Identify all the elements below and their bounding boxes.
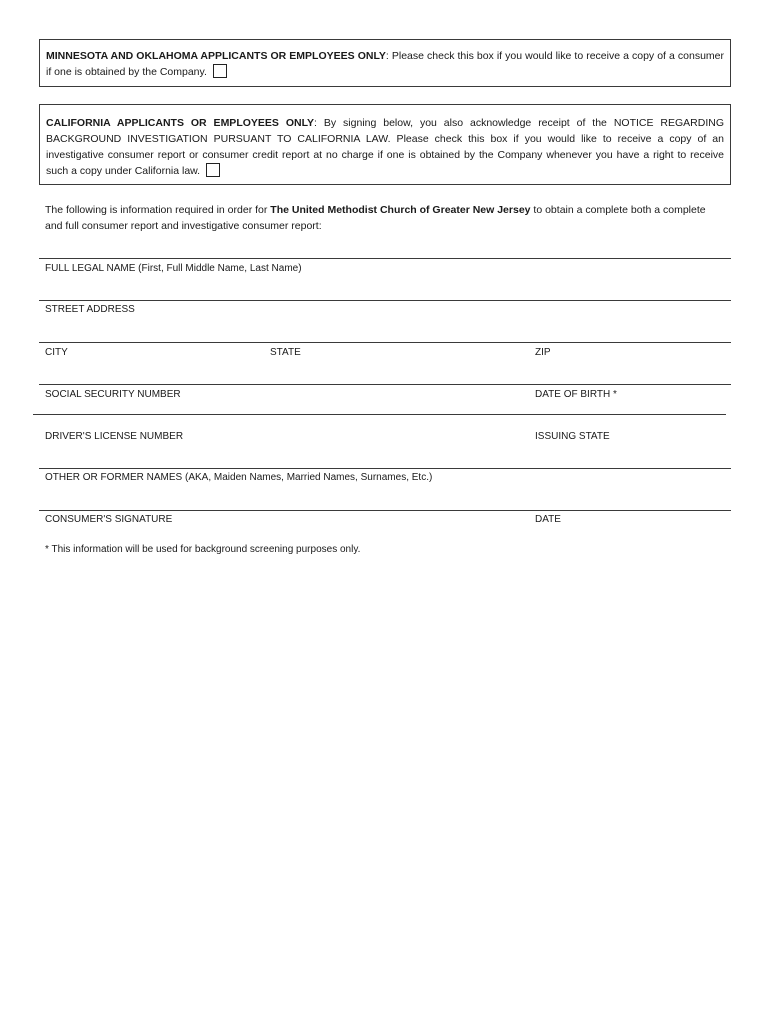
minnesota-oklahoma-checkbox[interactable] [213, 64, 227, 78]
ssn-label: SOCIAL SECURITY NUMBER [45, 389, 181, 400]
divider-line [39, 384, 731, 385]
divider-line [39, 510, 731, 511]
intro-paragraph [45, 202, 725, 234]
city-label: CITY [45, 347, 68, 358]
minnesota-oklahoma-heading: MINNESOTA AND OKLAHOMA APPLICANTS OR EMPLOYEES ONLY [46, 50, 386, 62]
full-name-label: FULL LEGAL NAME (First, Full Middle Name, Last Name) [45, 263, 302, 274]
zip-input[interactable] [535, 364, 725, 380]
divider-line [39, 258, 731, 259]
city-input[interactable] [45, 364, 260, 380]
dob-input[interactable] [625, 386, 725, 402]
divider-line [39, 468, 731, 469]
drivers-license-input[interactable] [45, 448, 515, 464]
california-checkbox[interactable] [206, 163, 220, 177]
signature-label: CONSUMER'S SIGNATURE [45, 514, 173, 525]
drivers-license-label: DRIVER'S LICENSE NUMBER [45, 431, 184, 442]
minnesota-oklahoma-notice [39, 39, 731, 87]
intro-text-before: The following is information required in order for [45, 204, 271, 216]
footnote: * This information will be used for background screening purposes only. [45, 544, 361, 555]
street-address-input[interactable] [45, 322, 725, 338]
dob-label: DATE OF BIRTH * [535, 389, 617, 400]
state-input[interactable] [270, 364, 525, 380]
divider-line [39, 342, 731, 343]
intro-text-after: to obtain a complete both a complete and full consumer report and investigative consumer report: [45, 204, 706, 232]
issuing-state-input[interactable] [535, 448, 725, 464]
california-text: : By signing below, you also acknowledge receipt of the NOTICE REGARDING BACKGROUND INVESTIGATION PURSUANT TO CALIFORNIA LAW. Please check this box if you would like to receive a copy of an investigative consumer report or consumer credit report at no charge if one is obtained by the Company whenever you have a right to receive such a copy under California law. [46, 117, 724, 177]
signature-input[interactable] [180, 512, 520, 528]
street-address-label: STREET ADDRESS [45, 304, 135, 315]
other-names-label: OTHER OR FORMER NAMES (AKA, Maiden Names, Married Names, Surnames, Etc.) [45, 472, 433, 483]
divider-line [39, 300, 731, 301]
other-names-input[interactable] [45, 490, 725, 506]
california-heading: CALIFORNIA APPLICANTS OR EMPLOYEES ONLY [46, 117, 315, 129]
california-notice [39, 104, 731, 185]
zip-label: ZIP [535, 347, 551, 358]
full-name-input[interactable] [45, 280, 725, 296]
issuing-state-label: ISSUING STATE [535, 431, 610, 442]
date-label: DATE [535, 514, 561, 525]
organization-name: The United Methodist Church of Greater New Jersey [270, 204, 531, 216]
ssn-input[interactable] [45, 396, 515, 412]
state-label: STATE [270, 347, 301, 358]
minnesota-oklahoma-text: : Please check this box if you would like to receive a copy of a consumer if one is obtained by the Company. [46, 50, 724, 78]
date-input[interactable] [570, 512, 725, 528]
divider-line [33, 414, 726, 415]
